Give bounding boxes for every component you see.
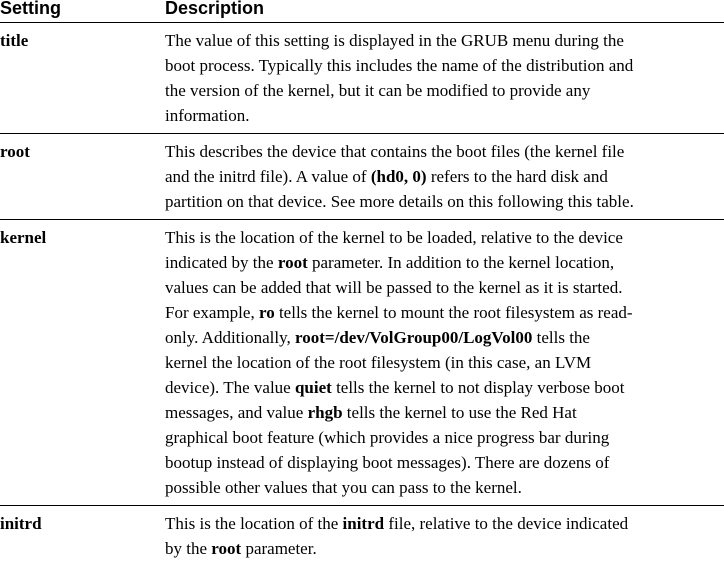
bold-term: root=/dev/VolGroup00/LogVol00 [295, 328, 533, 347]
description-line: and the initrd file). A value of (hd0, 0) refers to the hard disk and [165, 167, 608, 186]
description-line: This is the location of the initrd file, relative to the device indicated [165, 514, 629, 533]
description-line: messages, and value rhgb tells the kernel to use the Red Hat [165, 403, 577, 422]
description-line: indicated by the root parameter. In addition to the kernel location, [165, 253, 615, 272]
setting-description [165, 23, 724, 133]
bold-term: (hd0, 0) [370, 167, 427, 186]
description-line: device). The value quiet tells the kernel to not display verbose boot [165, 378, 625, 397]
setting-name: root [0, 142, 30, 161]
description-line: boot process. Typically this includes the name of the distribution and [165, 56, 634, 75]
setting-name: kernel [0, 228, 47, 247]
setting-column-header: Setting [0, 0, 61, 18]
table-row [0, 506, 724, 566]
table-row [0, 134, 724, 220]
description-line: For example, ro tells the kernel to mount the root filesystem as read- [165, 303, 633, 322]
description-line: This describes the device that contains the boot files (the kernel file [165, 142, 625, 161]
description-line: by the root parameter. [165, 539, 317, 558]
description-line: graphical boot feature (which provides a nice progress bar during [165, 428, 610, 447]
bold-term: ro [258, 303, 275, 322]
bold-term: root [277, 253, 308, 272]
bold-term: root [211, 539, 242, 558]
description-line: The value of this setting is displayed in the GRUB menu during the [165, 31, 624, 50]
description-line: values can be added that will be passed to the kernel as it is started. [165, 278, 623, 297]
description-line: possible other values that you can pass to the kernel. [165, 478, 522, 497]
setting-description [165, 220, 724, 505]
description-line: This is the location of the kernel to be loaded, relative to the device [165, 228, 623, 247]
description-line: bootup instead of displaying boot messages). There are dozens of [165, 453, 610, 472]
table-header [0, 0, 724, 23]
description-line: partition on that device. See more details on this following this table. [165, 192, 634, 211]
description-line: information. [165, 106, 250, 125]
bold-term: initrd [342, 514, 385, 533]
setting-description [165, 506, 724, 566]
description-line: the version of the kernel, but it can be modified to provide any [165, 81, 591, 100]
table-row [0, 220, 724, 506]
bold-term: quiet [294, 378, 332, 397]
setting-name: initrd [0, 514, 42, 533]
bold-term: rhgb [307, 403, 343, 422]
table-body [0, 23, 724, 566]
setting-name: title [0, 31, 29, 50]
setting-description [165, 134, 724, 219]
description-line: kernel the location of the root filesystem (in this case, an LVM [165, 353, 592, 372]
table-row [0, 23, 724, 134]
description-column-header: Description [165, 0, 265, 18]
description-line: only. Additionally, root=/dev/VolGroup00/LogVol00 tells the [165, 328, 590, 347]
